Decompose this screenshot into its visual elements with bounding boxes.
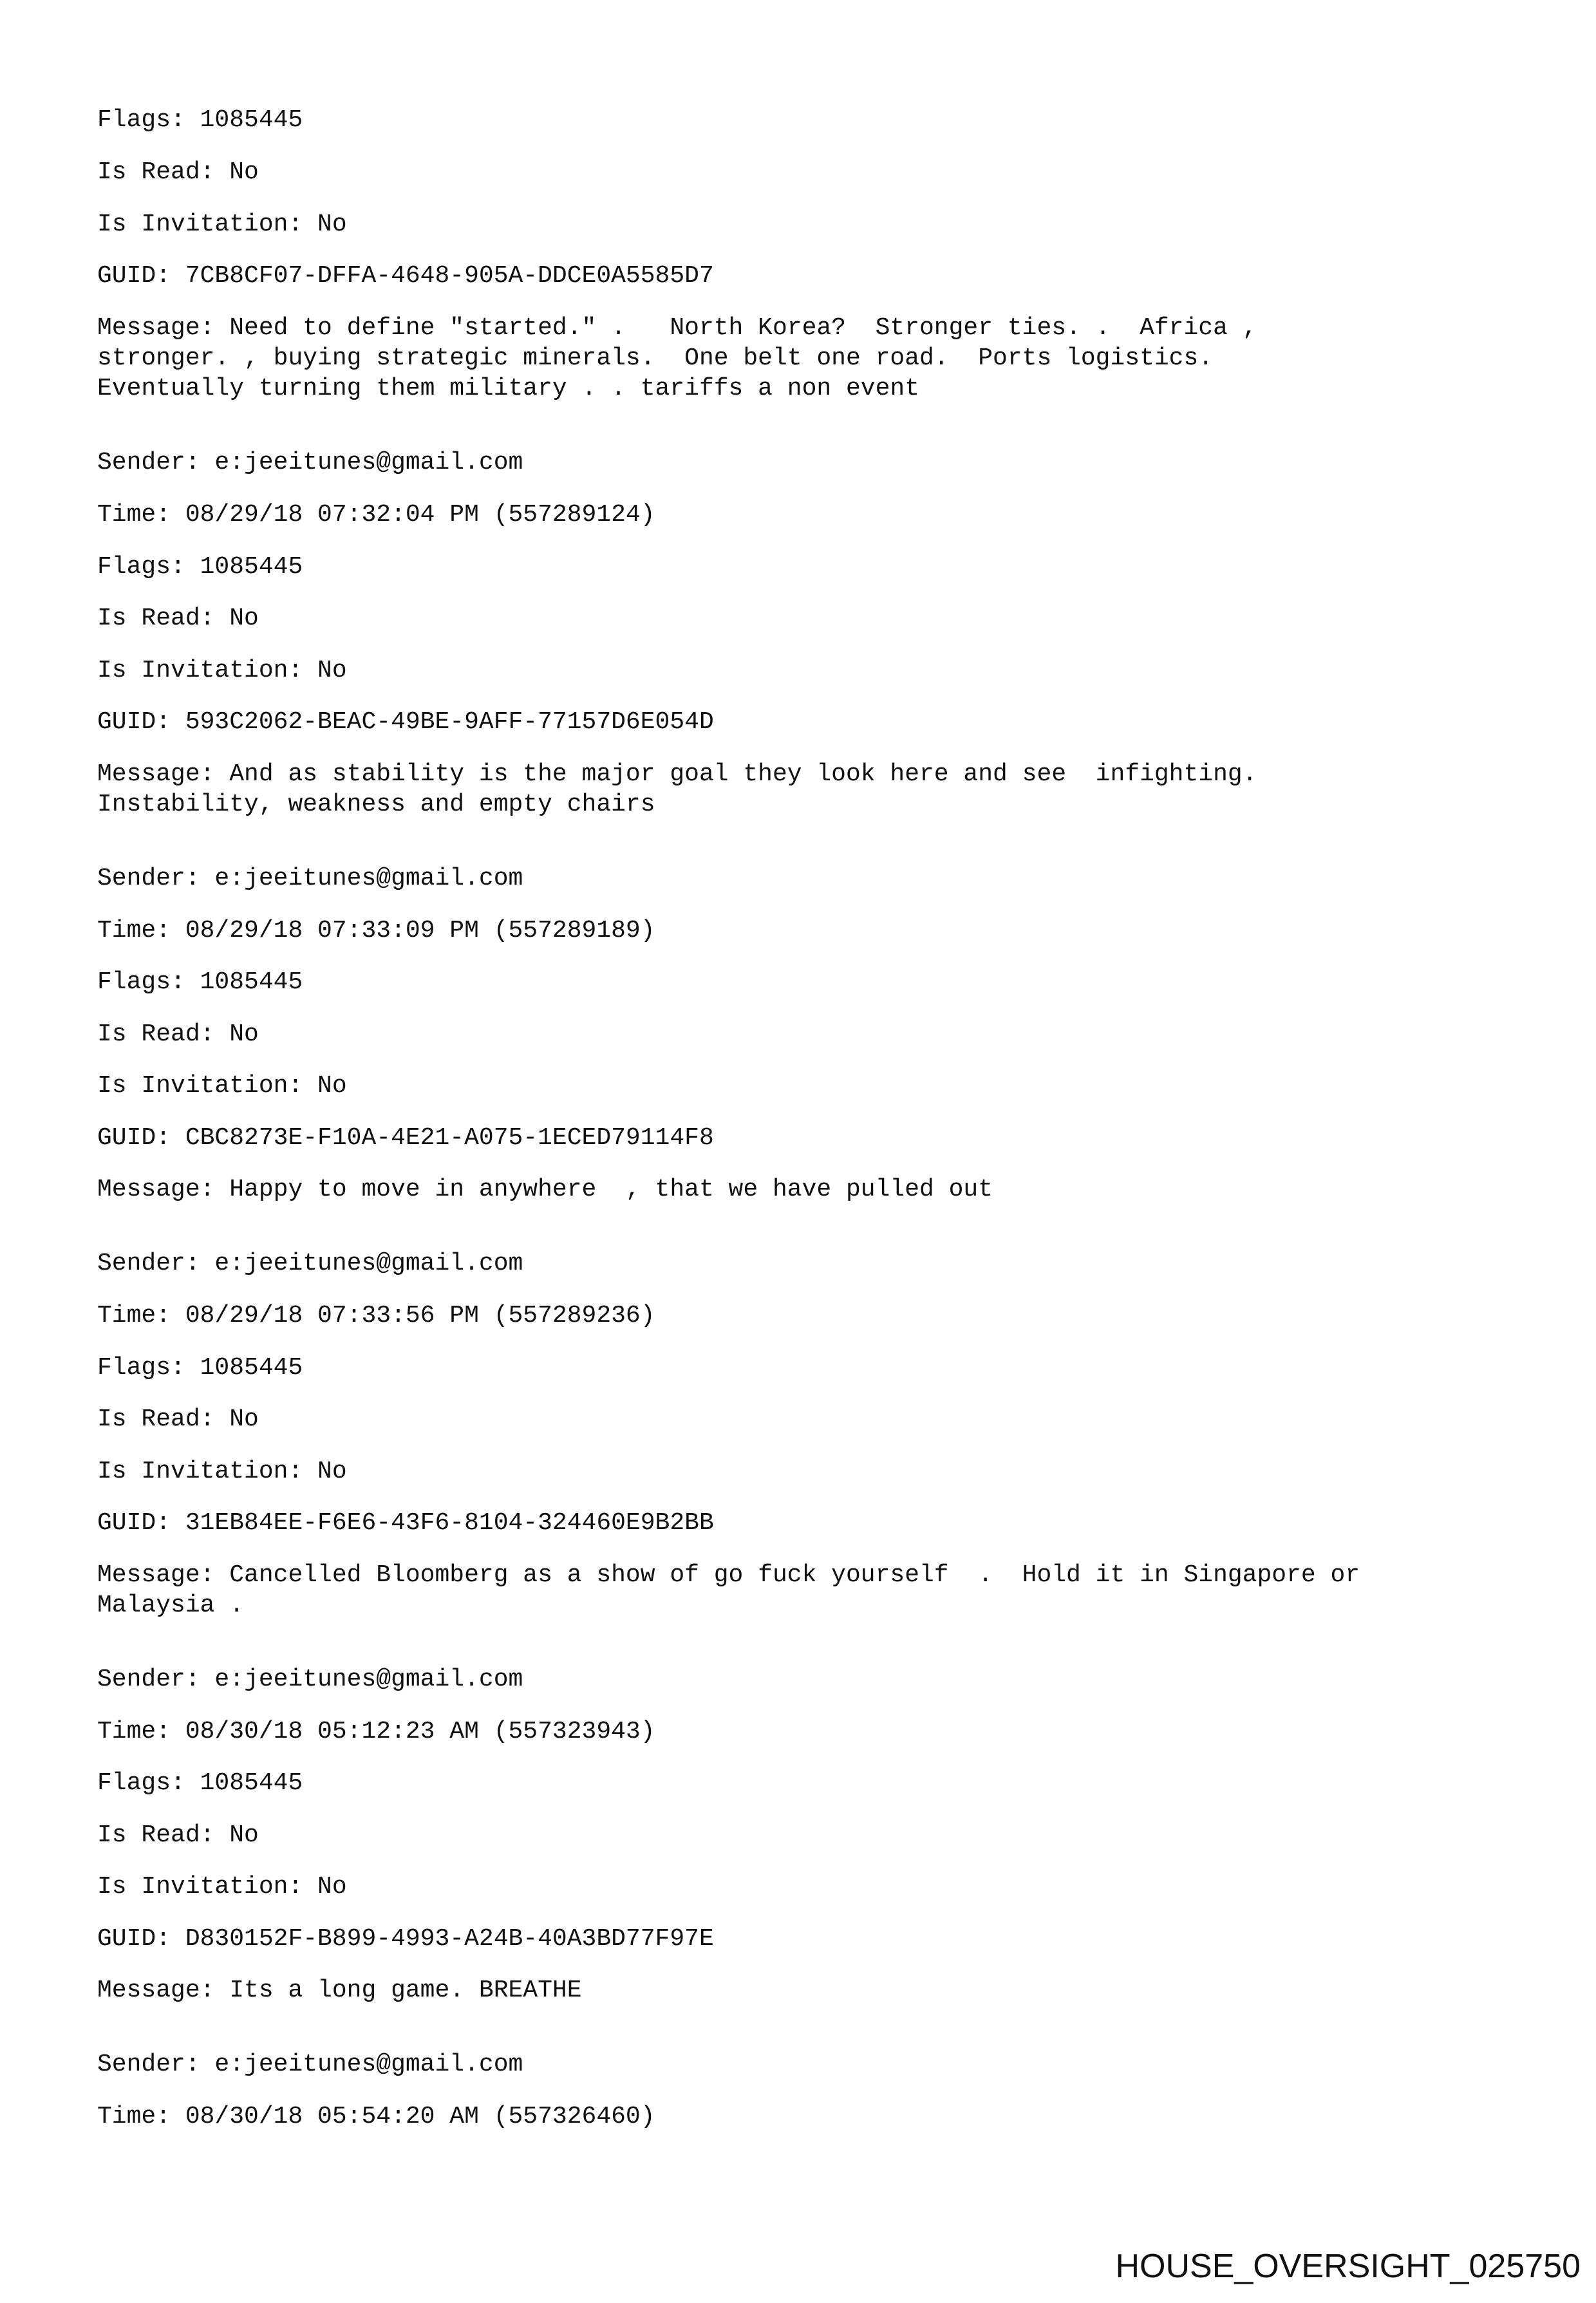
- is-read-line: Is Read: No: [97, 1020, 259, 1048]
- guid-line: GUID: D830152F-B899-4993-A24B-40A3BD77F97E: [97, 1925, 714, 1953]
- guid-line: GUID: 31EB84EE-F6E6-43F6-8104-324460E9B2BB: [97, 1509, 714, 1537]
- message-line: Eventually turning them military . . tariffs a non event: [97, 375, 920, 402]
- is-invitation-line: Is Invitation: No: [97, 211, 347, 238]
- message-line: Message: Need to define "started." . North Korea? Stronger ties. . Africa ,: [97, 314, 1257, 342]
- message-line: Message: Happy to move in anywhere , that we have pulled out: [97, 1176, 993, 1203]
- message-line: Malaysia .: [97, 1592, 245, 1619]
- guid-line: GUID: 7CB8CF07-DFFA-4648-905A-DDCE0A5585D7: [97, 262, 714, 290]
- flags-line: Flags: 1085445: [97, 106, 303, 134]
- message-line: stronger. , buying strategic minerals. One belt one road. Ports logistics.: [97, 344, 1214, 372]
- guid-line: GUID: 593C2062-BEAC-49BE-9AFF-77157D6E054D: [97, 708, 714, 736]
- time-line: Time: 08/29/18 07:33:09 PM (557289189): [97, 917, 655, 945]
- time-line: Time: 08/29/18 07:32:04 PM (557289124): [97, 501, 655, 529]
- is-read-line: Is Read: No: [97, 1821, 259, 1849]
- flags-line: Flags: 1085445: [97, 553, 303, 581]
- time-line: Time: 08/30/18 05:12:23 AM (557323943): [97, 1718, 655, 1745]
- is-read-line: Is Read: No: [97, 1405, 259, 1433]
- is-invitation-line: Is Invitation: No: [97, 1873, 347, 1901]
- guid-line: GUID: CBC8273E-F10A-4E21-A075-1ECED79114F8: [97, 1124, 714, 1152]
- flags-line: Flags: 1085445: [97, 1769, 303, 1797]
- bates-number: HOUSE_OVERSIGHT_025750: [1115, 2248, 1581, 2285]
- message-line: Message: And as stability is the major goal they look here and see infighting.: [97, 760, 1257, 788]
- is-read-line: Is Read: No: [97, 605, 259, 632]
- is-invitation-line: Is Invitation: No: [97, 1458, 347, 1485]
- time-line: Time: 08/29/18 07:33:56 PM (557289236): [97, 1302, 655, 1330]
- flags-line: Flags: 1085445: [97, 1354, 303, 1382]
- sender-line: Sender: e:jeeitunes@gmail.com: [97, 449, 523, 476]
- message-line: Instability, weakness and empty chairs: [97, 791, 655, 818]
- is-invitation-line: Is Invitation: No: [97, 1072, 347, 1100]
- flags-line: Flags: 1085445: [97, 968, 303, 996]
- sender-line: Sender: e:jeeitunes@gmail.com: [97, 865, 523, 892]
- message-line: Message: Its a long game. BREATHE: [97, 1977, 582, 2004]
- is-read-line: Is Read: No: [97, 158, 259, 186]
- sender-line: Sender: e:jeeitunes@gmail.com: [97, 2051, 523, 2078]
- sender-line: Sender: e:jeeitunes@gmail.com: [97, 1250, 523, 1277]
- message-line: Message: Cancelled Bloomberg as a show of go fuck yourself . Hold it in Singapore or: [97, 1561, 1360, 1589]
- time-line: Time: 08/30/18 05:54:20 AM (557326460): [97, 2103, 655, 2130]
- sender-line: Sender: e:jeeitunes@gmail.com: [97, 1666, 523, 1693]
- is-invitation-line: Is Invitation: No: [97, 657, 347, 684]
